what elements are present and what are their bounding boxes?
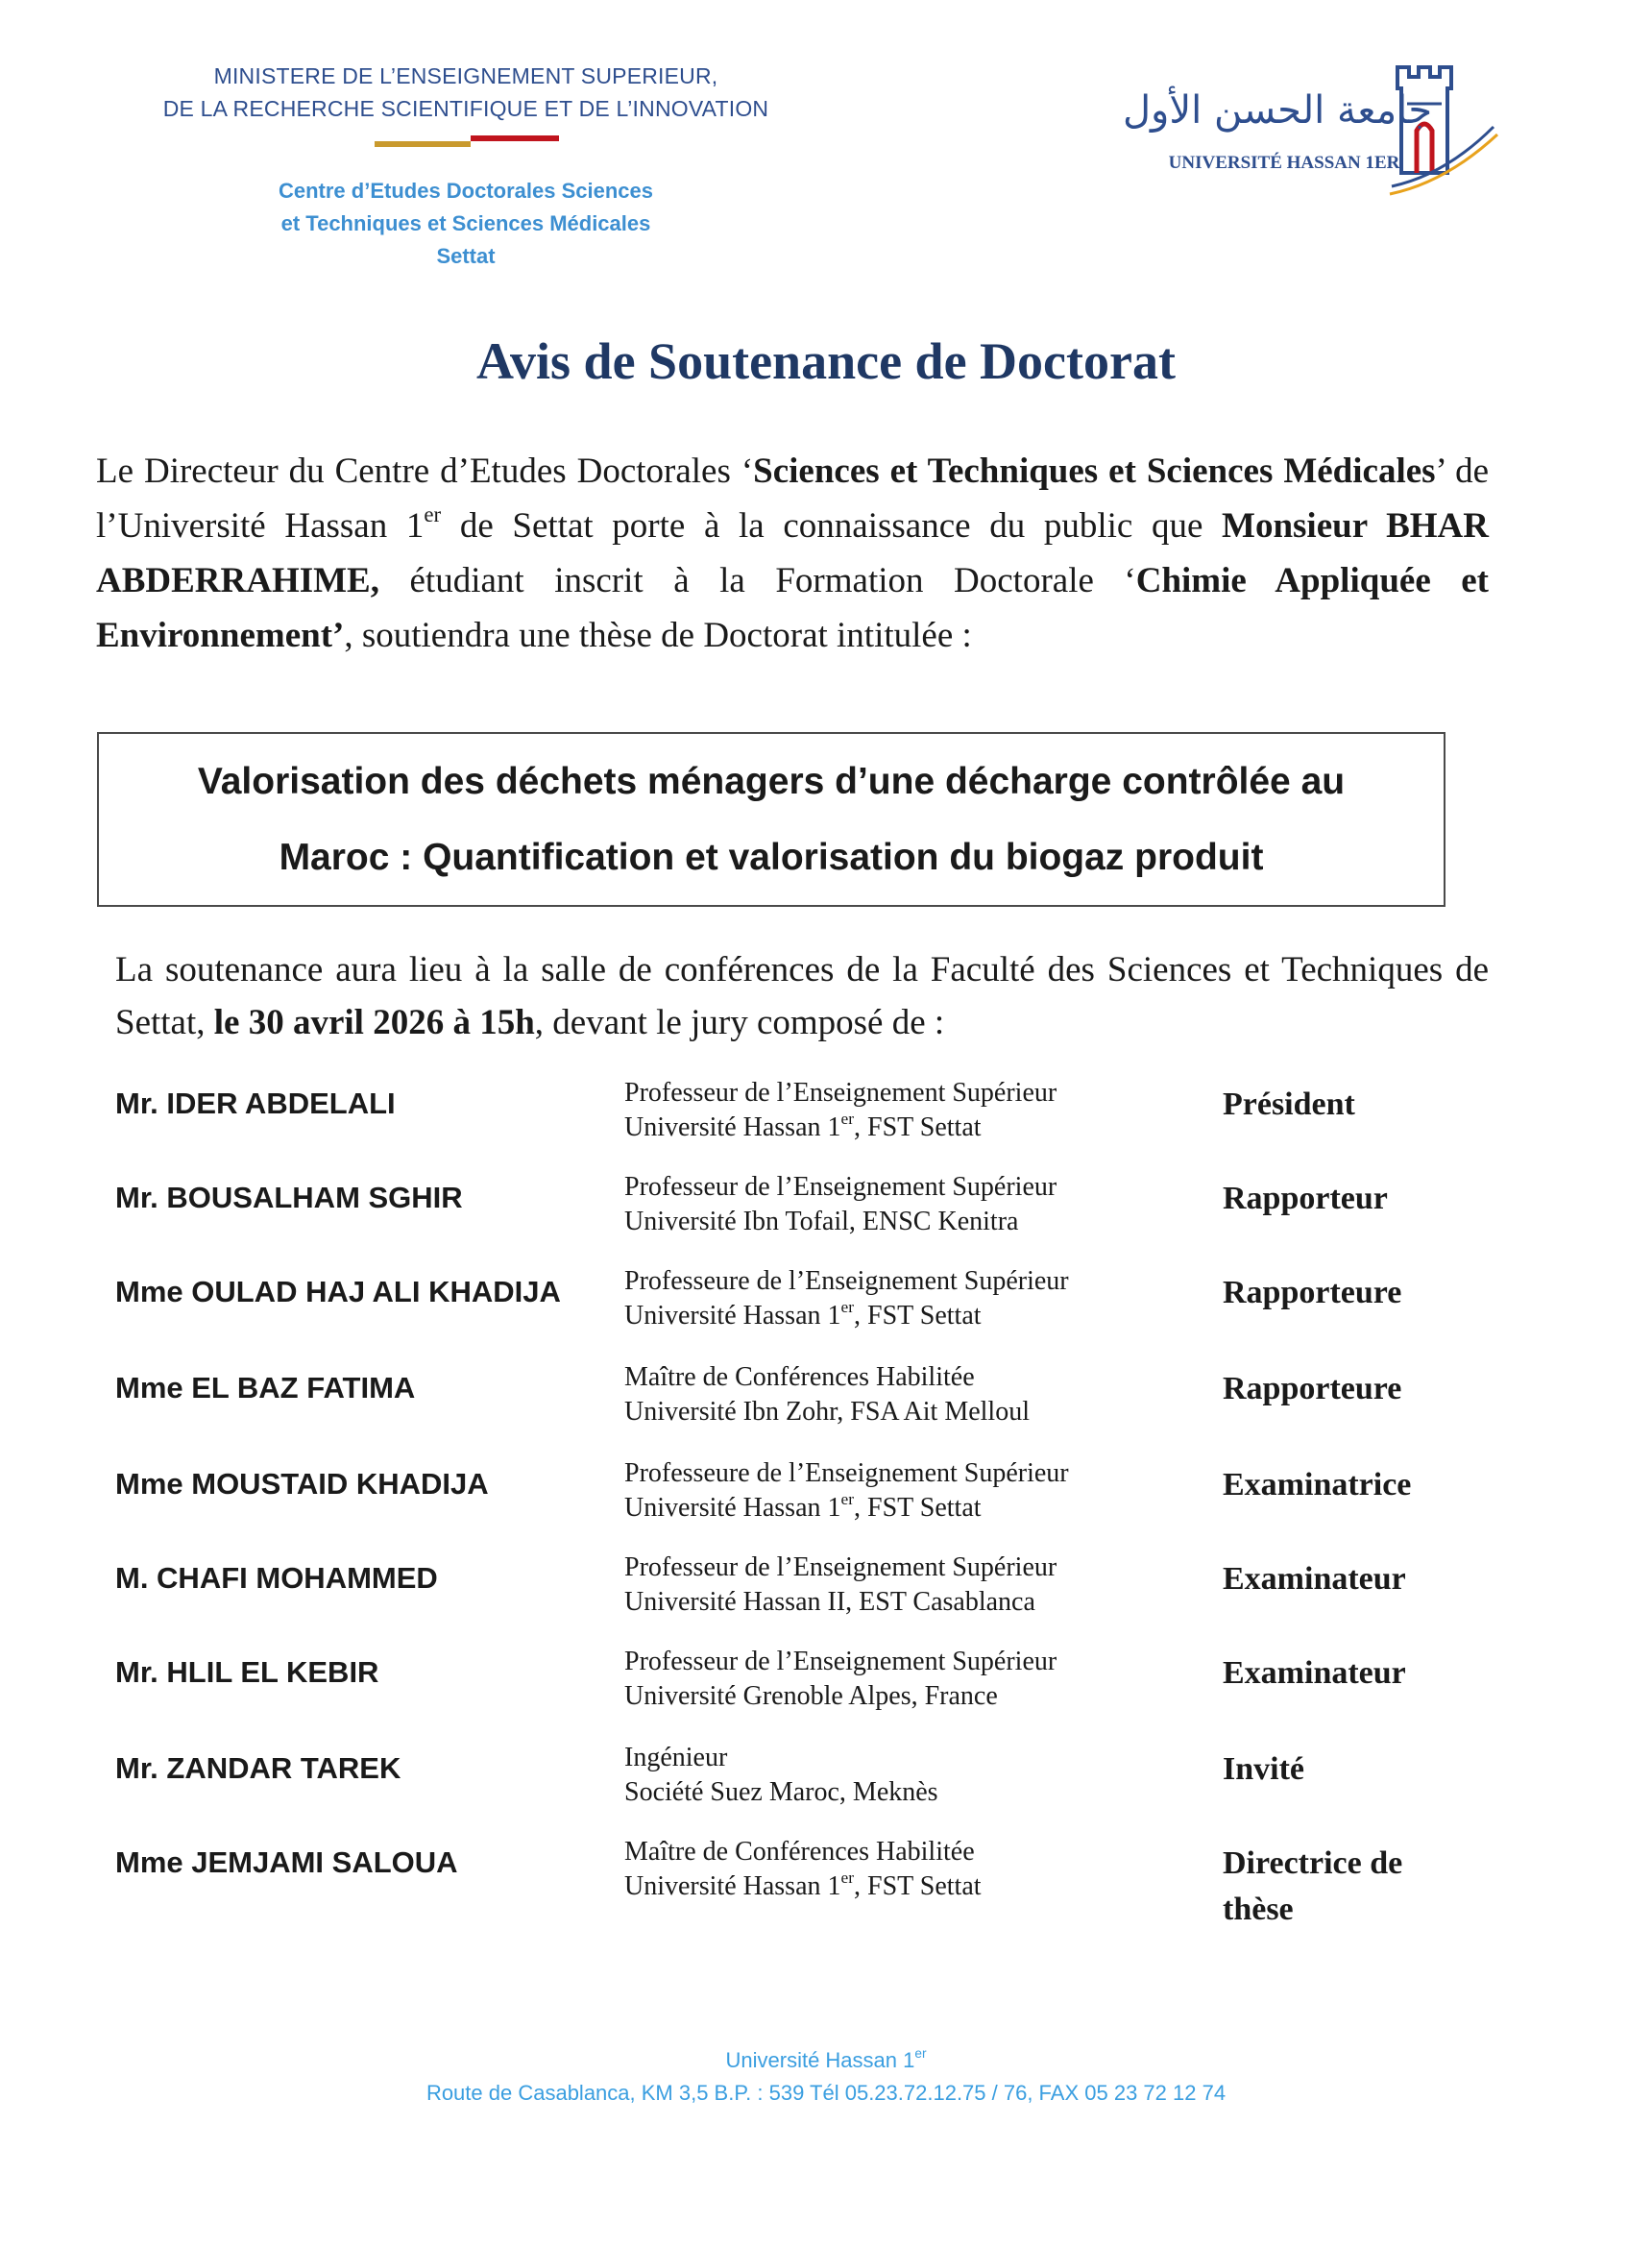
footer-university: Université Hassan 1 (725, 2048, 915, 2072)
jury-member-affiliation (624, 1111, 1316, 1145)
intro-superscript: er (424, 502, 442, 527)
jury-member-affiliation (624, 1491, 1316, 1526)
jury-member-affiliation (624, 1205, 1316, 1239)
jury-member-position (624, 1835, 1316, 1904)
center-name-bold: Sciences et Techniques et Sciences Médicales (753, 452, 1436, 491)
venue-text-2: , devant le jury composé de : (534, 1003, 945, 1042)
jury-member-affiliation (624, 1395, 1316, 1429)
center-line-3: Settat (436, 244, 496, 268)
jury-member-title: Professeure de l’Enseignement Supérieur (624, 1458, 1069, 1488)
intro-text-3: de Settat porte à la connaissance du public que (441, 506, 1223, 546)
footer-superscript: er (914, 2046, 927, 2062)
jury-member-role: Président (1223, 1087, 1355, 1122)
center-line-1: Centre d’Etudes Doctorales Sciences (278, 179, 654, 203)
candidate-name: Monsieur BHAR ABDERRAHIME, (96, 506, 1489, 600)
jury-member-title: Maître de Conférences Habilitée (624, 1837, 975, 1867)
ministry-line-1: MINISTERE DE L’ENSEIGNEMENT SUPERIEUR, (213, 63, 718, 88)
jury-member-title: Maître de Conférences Habilitée (624, 1362, 975, 1392)
affiliation-superscript: er (840, 1297, 855, 1316)
jury-member-role: Rapporteur (1223, 1181, 1388, 1216)
flag-bar-gold (375, 141, 471, 147)
jury-member-role: Rapporteure (1223, 1371, 1402, 1406)
thesis-title-box (97, 732, 1446, 907)
jury-member-role: Directrice de thèse (1223, 1845, 1403, 1927)
center-line-2: et Techniques et Sciences Médicales (280, 211, 651, 235)
jury-member-name: Mr. HLIL EL KEBIR (115, 1655, 379, 1689)
ministry-line-2: DE LA RECHERCHE SCIENTIFIQUE ET DE L’INNOVATION (162, 96, 769, 121)
jury-member-title: Professeur de l’Enseignement Supérieur (624, 1078, 1057, 1108)
intro-text-2: ’ de l’Université Hassan 1 (96, 452, 1489, 546)
doctoral-center-name (211, 175, 720, 273)
jury-member-role: Invité (1223, 1751, 1304, 1787)
jury-member-position (624, 1645, 1316, 1714)
footer-address: Route de Casablanca, KM 3,5 B.P. : 539 Tél 05.23.72.12.75 / 76, FAX 05 23 72 12 74 (425, 2081, 1227, 2105)
jury-member-position (624, 1456, 1316, 1526)
university-logo (1122, 60, 1498, 204)
jury-member-title: Professeure de l’Enseignement Supérieur (624, 1266, 1069, 1296)
jury-member-position (624, 1076, 1316, 1145)
jury-member-title: Professeur de l’Enseignement Supérieur (624, 1552, 1057, 1582)
jury-member-title: Professeur de l’Enseignement Supérieur (624, 1647, 1057, 1676)
affiliation-part-2: , FST Settat (854, 1301, 982, 1331)
thesis-title (99, 744, 1444, 895)
affiliation-part-1: Université Ibn Tofail, ENSC Kenitra (624, 1207, 1019, 1236)
affiliation-part-2: , FST Settat (854, 1493, 982, 1523)
jury-member-role: Examinatrice (1223, 1467, 1412, 1502)
jury-member-affiliation (624, 1585, 1316, 1620)
thesis-title-line-1: Valorisation des déchets ménagers d’une décharge contrôlée au (197, 761, 1346, 802)
thesis-title-line-2: Maroc : Quantification et valorisation du biogaz produit (279, 837, 1264, 878)
jury-member-affiliation (624, 1869, 1316, 1904)
jury-member-name: Mr. IDER ABDELALI (115, 1087, 396, 1120)
jury-member-title: Ingénieur (624, 1743, 728, 1772)
intro-text-4: étudiant inscrit à la Formation Doctorale ‘ (379, 561, 1136, 600)
jury-member-name: Mme JEMJAMI SALOUA (115, 1845, 458, 1879)
affiliation-superscript: er (840, 1109, 855, 1128)
affiliation-part-1: Université Ibn Zohr, FSA Ait Melloul (624, 1397, 1030, 1427)
jury-member-position (624, 1264, 1316, 1333)
page-footer (250, 2044, 1402, 2110)
jury-member-role: Examinateur (1223, 1561, 1406, 1597)
jury-member-role: Rapporteure (1223, 1275, 1402, 1310)
affiliation-part-2: , FST Settat (854, 1871, 982, 1901)
jury-member-name: Mme MOUSTAID KHADIJA (115, 1467, 489, 1501)
jury-member-position (624, 1360, 1316, 1429)
intro-text-5: , soutiendra une thèse de Doctorat intitulée : (344, 616, 972, 655)
intro-paragraph (96, 444, 1489, 663)
jury-member-affiliation (624, 1679, 1316, 1714)
jury-member-position (624, 1170, 1316, 1239)
flag-bar-red (471, 135, 559, 141)
defense-date: le 30 avril 2026 à 15h (213, 1003, 535, 1042)
affiliation-superscript: er (840, 1868, 855, 1887)
page-title: Avis de Soutenance de Doctorat (476, 332, 1176, 390)
affiliation-part-1: Université Grenoble Alpes, France (624, 1681, 998, 1711)
ministry-header (106, 60, 826, 125)
affiliation-part-1: Université Hassan II, EST Casablanca (624, 1587, 1035, 1617)
jury-member-position (624, 1551, 1316, 1620)
affiliation-part-2: , FST Settat (854, 1112, 982, 1142)
jury-member-name: Mme EL BAZ FATIMA (115, 1371, 416, 1404)
footer-line-1 (250, 2044, 1402, 2077)
jury-member-name: Mr. ZANDAR TAREK (115, 1751, 401, 1785)
venue-paragraph (115, 943, 1489, 1049)
affiliation-part-1: Université Hassan 1 (624, 1871, 841, 1901)
intro-text-1: Le Directeur du Centre d’Etudes Doctorales ‘ (96, 452, 754, 491)
affiliation-superscript: er (840, 1489, 855, 1508)
affiliation-part-1: Société Suez Maroc, Meknès (624, 1777, 938, 1807)
jury-member-position (624, 1741, 1316, 1810)
venue-text-1: La soutenance aura lieu à la salle de conférences de la Faculté des Sciences et Techniques de Settat, (115, 950, 1489, 1042)
flag-bars (375, 133, 567, 152)
jury-member-affiliation (624, 1299, 1316, 1333)
affiliation-part-1: Université Hassan 1 (624, 1112, 841, 1142)
logo-latin-text: UNIVERSITÉ HASSAN 1ER (1168, 153, 1400, 173)
jury-member-role: Examinateur (1223, 1655, 1406, 1691)
jury-member-affiliation (624, 1775, 1316, 1810)
formation-name: Chimie Appliquée et Environnement’ (96, 561, 1489, 655)
logo-arabic-text: جامعة الحسن الأول (1122, 88, 1433, 133)
affiliation-part-1: Université Hassan 1 (624, 1301, 841, 1331)
affiliation-part-1: Université Hassan 1 (624, 1493, 841, 1523)
jury-member-name: Mme OULAD HAJ ALI KHADIJA (115, 1275, 561, 1308)
jury-member-title: Professeur de l’Enseignement Supérieur (624, 1172, 1057, 1202)
jury-member-name: M. CHAFI MOHAMMED (115, 1561, 438, 1595)
jury-member-name: Mr. BOUSALHAM SGHIR (115, 1181, 463, 1214)
